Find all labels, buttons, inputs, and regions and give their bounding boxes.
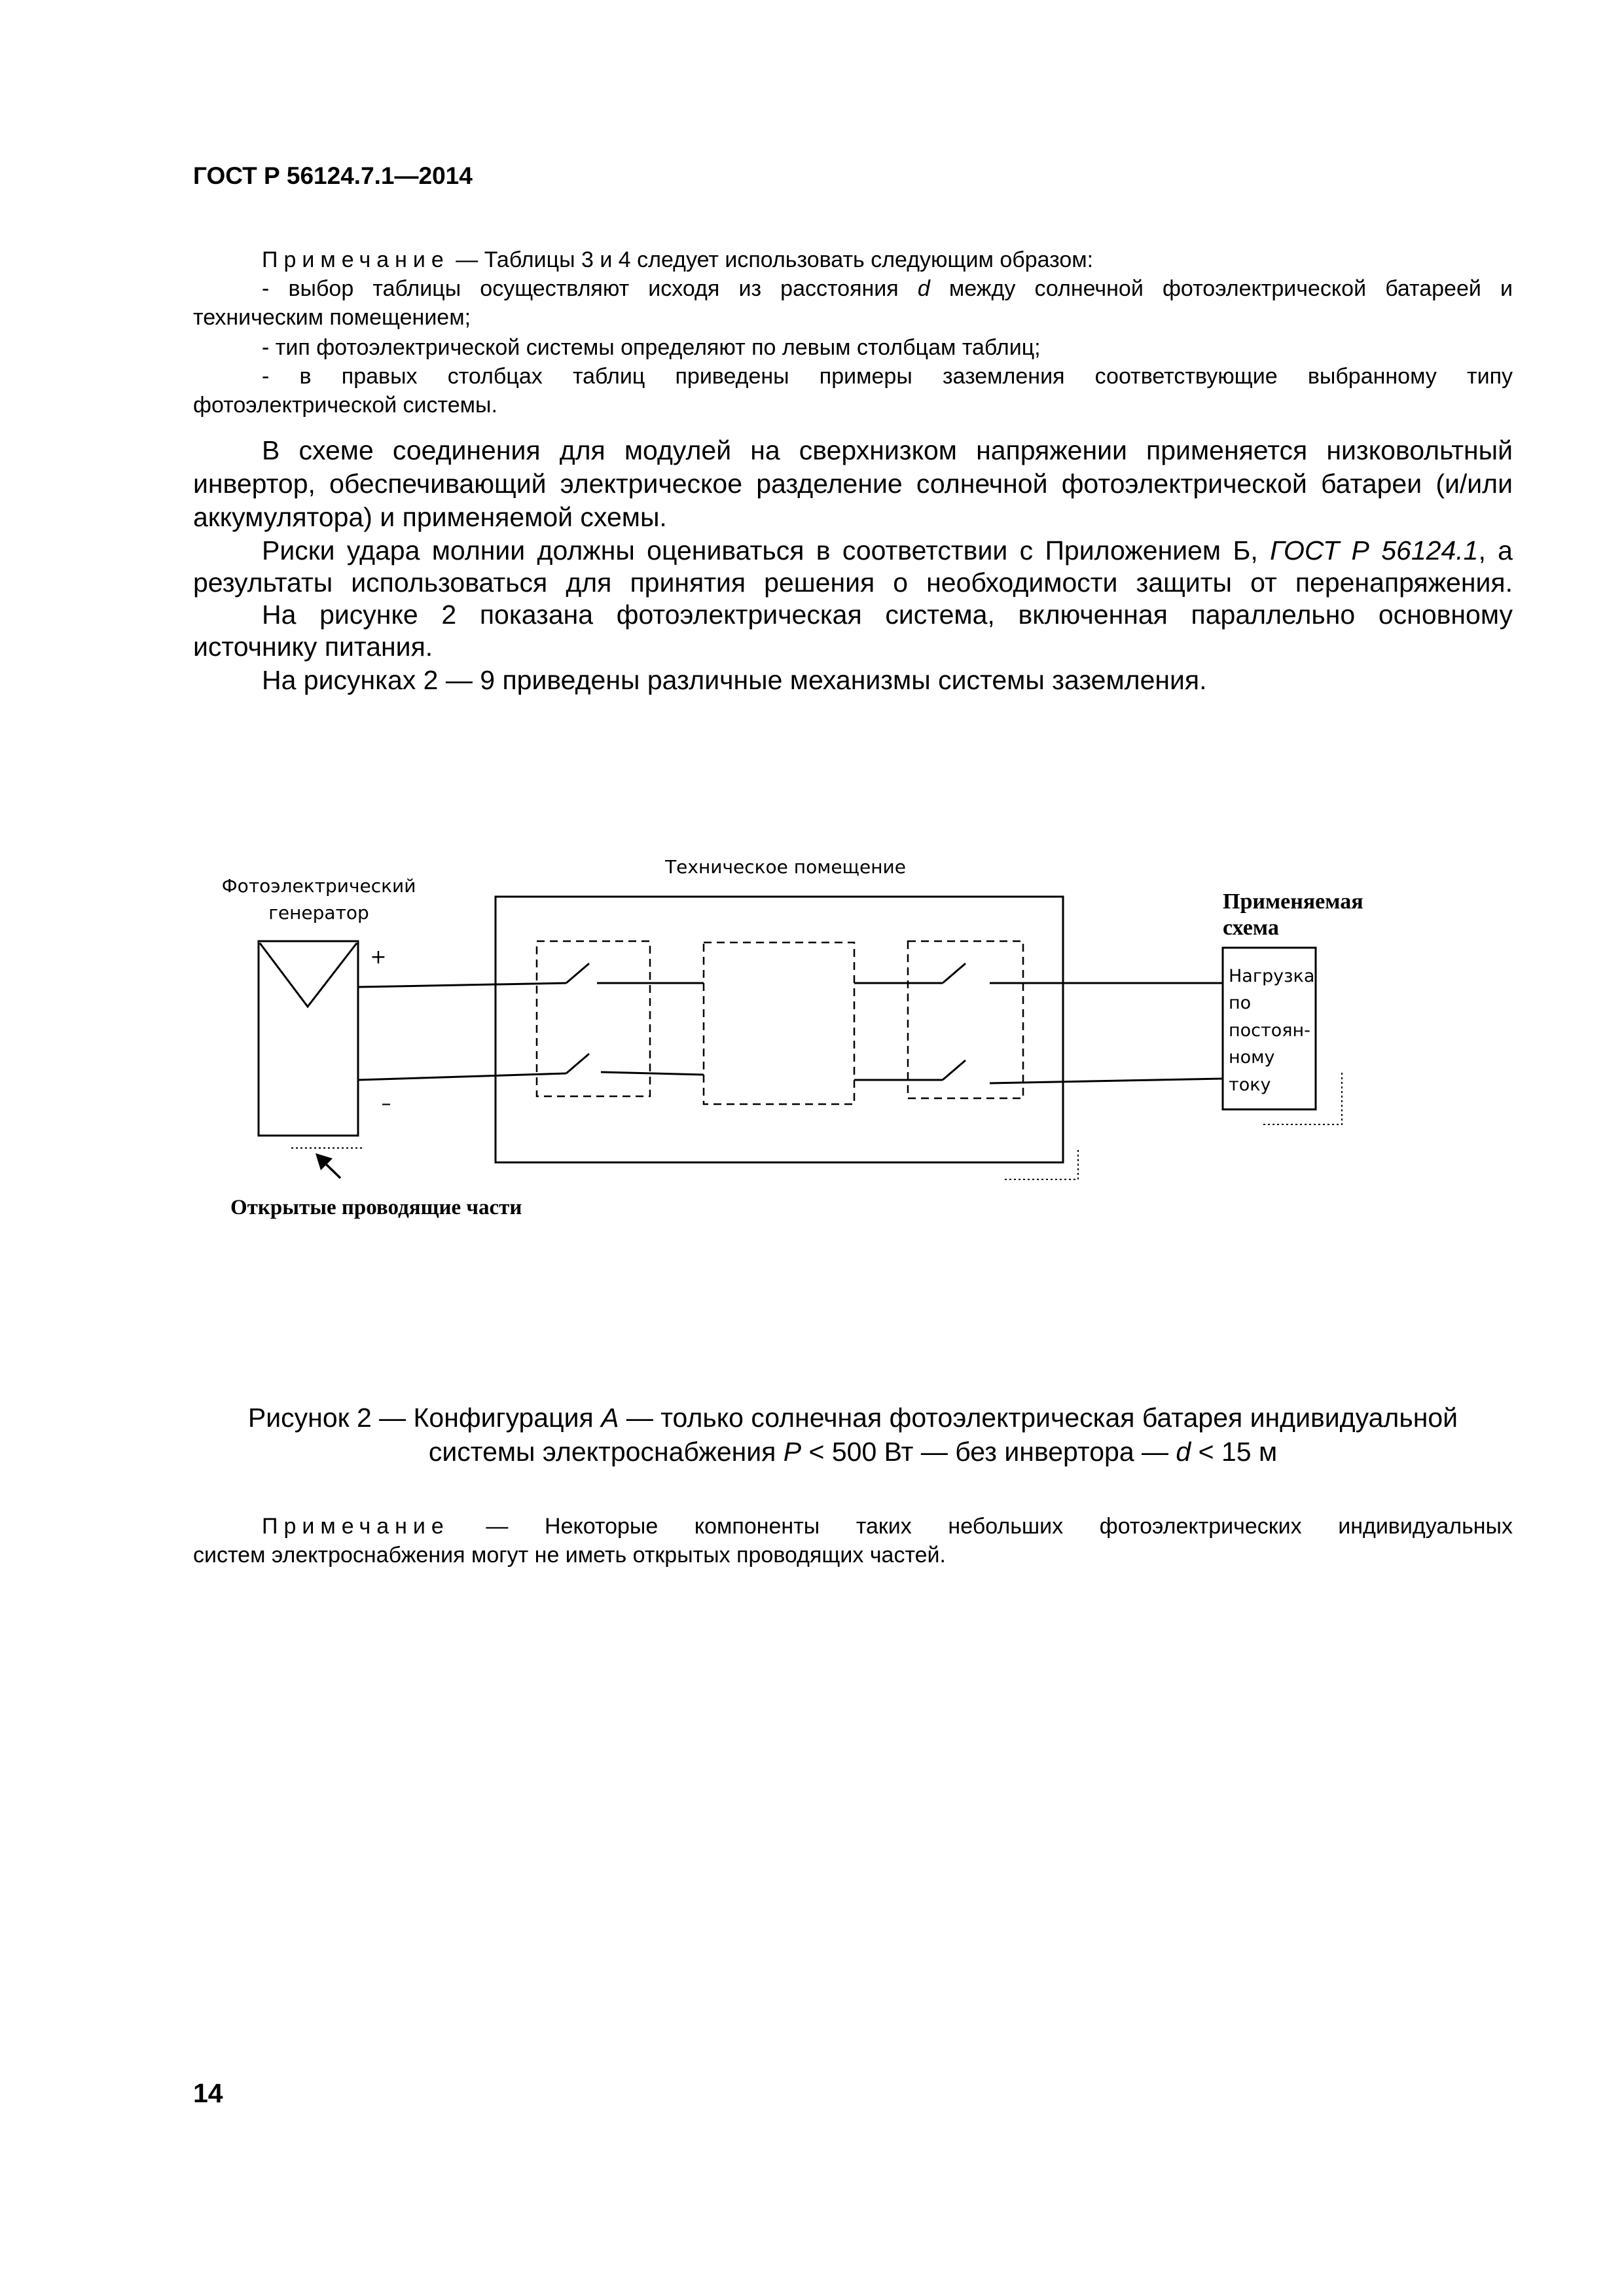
paragraph-3-line-1: На рисунке 2 показана фотоэлектрическая система, включенная параллельно основному [262, 600, 1513, 630]
note-2-line-1: Примечание — Некоторые компоненты таких небольших фотоэлектрических индивидуальных [262, 1514, 1513, 1539]
output-switch-plus [943, 963, 965, 983]
note-2-line-2: систем электроснабжения могут не иметь открытых проводящих частей. [193, 1543, 946, 1568]
input-switch-plus [566, 963, 589, 983]
paragraph-4: На рисунках 2 — 9 приведены различные механизмы системы заземления. [262, 665, 1207, 695]
note-intro: — Таблицы 3 и 4 следует использовать следующим образом: [449, 247, 1094, 272]
paragraph-1-line-1: В схеме соединения для модулей на сверхнизком напряжении применяется низковольтный [262, 435, 1513, 465]
paragraph-2-line-2: результаты использоваться для принятия решения о необходимости защиты от перенапряжения. [193, 567, 1513, 598]
dc-load-label-line-5: току [1229, 1075, 1271, 1095]
figure-caption-line-1: Рисунок 2 — Конфигурация А — только солнечная фотоэлектрическая батарея индивидуальной [247, 1403, 1458, 1433]
output-switch-box [908, 941, 1023, 1098]
pv-panel-symbol [260, 943, 357, 1007]
minus-conductor-in [358, 1073, 566, 1080]
output-switch-minus [943, 1060, 965, 1080]
dc-load-label-line-3: постоян- [1229, 1020, 1310, 1041]
paragraph-3-line-2: источнику питания. [193, 632, 433, 662]
note-2-label: Примечание [262, 1514, 450, 1539]
page-number: 14 [193, 2078, 223, 2108]
dc-load-label-line-2: по [1229, 993, 1252, 1013]
document-code-header: ГОСТ Р 56124.7.1—2014 [193, 162, 473, 189]
pv-generator-label-line-1: Фотоэлектрический [221, 875, 416, 897]
note-1-item-3-cont: фотоэлектрической системы. [193, 393, 497, 418]
plus-terminal: + [370, 946, 387, 969]
pv-generator-box [259, 941, 358, 1136]
note-1-item-2: - тип фотоэлектрической системы определяют по левым столбцам таблиц; [262, 335, 1041, 360]
exposed-parts-label: Открытые проводящие части [230, 1196, 522, 1219]
variable-d: d [917, 276, 930, 301]
paragraph-1-line-2: инвертор, обеспечивающий электрическое разделение солнечной фотоэлектрической батареи (и/или [193, 469, 1513, 499]
note-1-item-3: - в правых столбцах таблиц приведены примеры заземления соответствующие выбранному типу [262, 364, 1513, 389]
note-1-item-1-cont: техническим помещением; [193, 305, 471, 330]
plus-conductor-in [358, 983, 566, 987]
tech-room-exposed-parts-dotted [1005, 1149, 1078, 1179]
minus-terminal: – [381, 1092, 391, 1115]
minus-conductor-out [990, 1079, 1223, 1083]
applied-circuit-label-line-2: схема [1223, 916, 1279, 940]
tech-room-label: Техническое помещение [665, 856, 906, 878]
pv-generator-label-line-2: генератор [268, 902, 369, 924]
applied-circuit-label-line-1: Применяемая [1223, 889, 1363, 914]
note-1-item-1: - выбор таблицы осуществляют исходя из расстояния d между солнечной фотоэлектрической батареей и [262, 276, 1513, 301]
gost-reference: ГОСТ Р 56124.1 [1270, 535, 1479, 565]
center-equipment-box [704, 942, 854, 1104]
note-label: Примечание [262, 247, 450, 272]
paragraph-2-line-1: Риски удара молнии должны оцениваться в соответствии с Приложением Б, ГОСТ Р 56124.1, а [262, 535, 1513, 565]
minus-conductor-mid-left [601, 1072, 704, 1075]
input-switch-minus [566, 1054, 589, 1073]
load-exposed-parts-dotted [1263, 1070, 1342, 1124]
paragraph-1-line-3: аккумулятора) и применяемой схемы. [193, 502, 667, 532]
tech-room-box [496, 897, 1063, 1162]
dc-load-label-line-1: Нагрузка [1229, 966, 1315, 986]
figure-caption-line-2: системы электроснабжения Р < 500 Вт — без инвертора — d < 15 м [428, 1437, 1278, 1467]
dc-load-label-line-4: ному [1229, 1047, 1275, 1067]
